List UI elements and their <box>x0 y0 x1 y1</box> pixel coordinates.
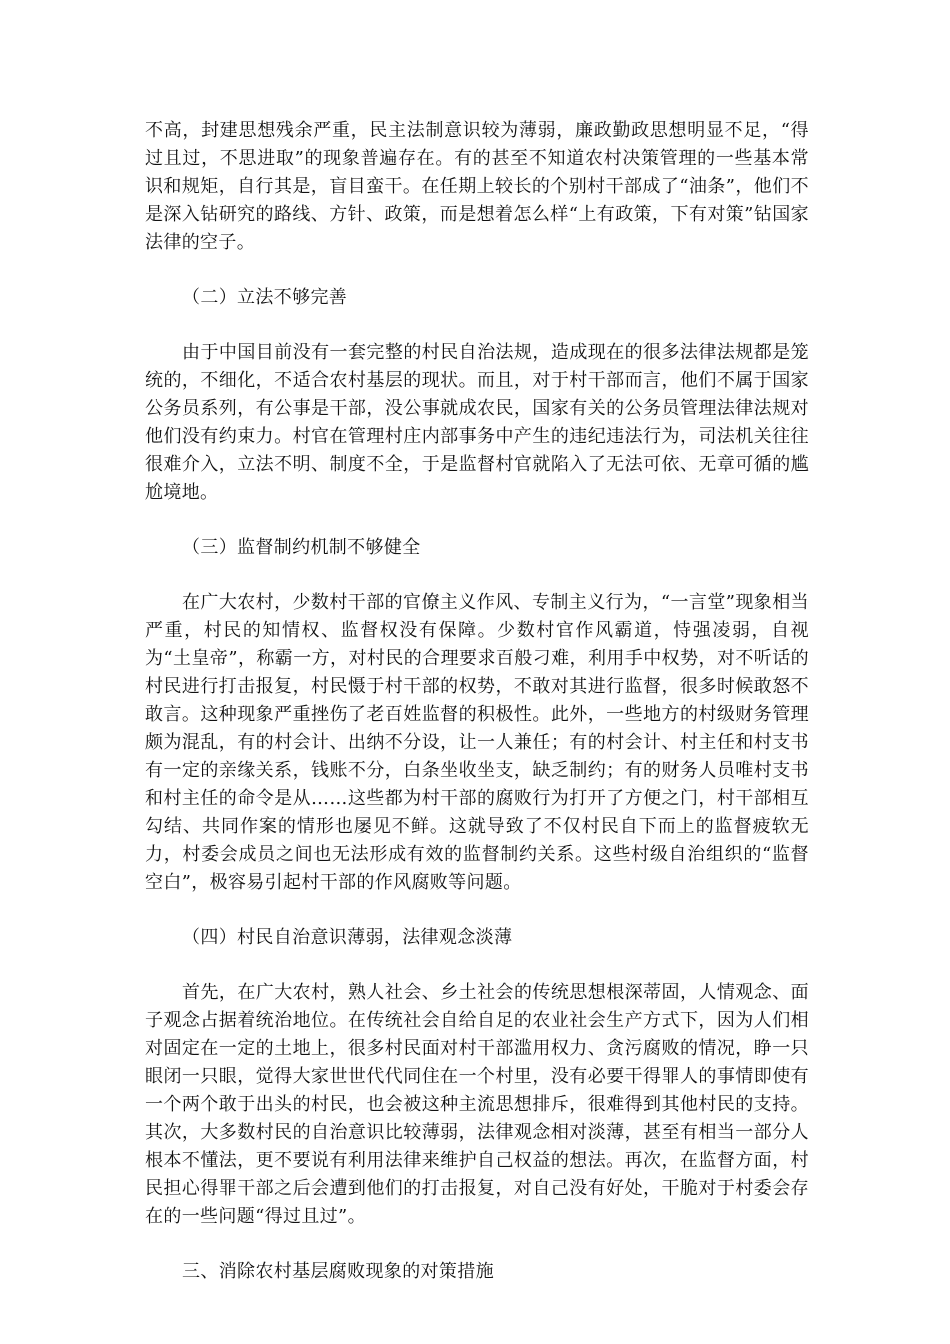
paragraph-gap <box>145 257 809 284</box>
section-heading-4: （四）村民自治意识薄弱，法律观念淡薄 <box>182 927 513 948</box>
paragraph-awareness: 首先，在广大农村，熟人社会、乡土社会的传统思想根深蒂固，人情观念、面子观念占据着统治地位。在传统社会自给自足的农业社会生产方式下，因为人们相对固定在一定的土地上，很多村民面对村干部滥用权力、贪污腐败的情况，睁一只眼闭一只眼，觉得大家世世代代同住在一个村里，没有必要干得罪人的事情即使有一个两个敢于出头的村民，也会被这种主流思想排斥，很难得到其他村民的支持。其次，大多数村民的自治意识比较薄弱，法律观念相对淡薄，甚至有相当一部分人根本不懂法，更不要说有利用法律来维护自己权益的想法。再次，在监督方面，村民担心得罪干部之后会遭到他们的打击报复，对自己没有好处，干脆对于村委会存在的一些问题“得过且过”。 <box>145 982 809 1227</box>
paragraph-gap <box>145 1231 809 1258</box>
paragraph-legislation: 由于中国目前没有一套完整的村民自治法规，造成现在的很多法律法规都是笼统的，不细化，不适合农村基层的现状。而且，对于村干部而言，他们不属于国家公务员系列，有公事是干部，没公事就成农民，国家有关的公务员管理法律法规对他们没有约束力。村官在管理村庄内部事务中产生的违纪违法行为，司法机关往往很难介入，立法不明、制度不全，于是监督村官就陷入了无法可依、无章可循的尴尬境地。 <box>145 342 809 503</box>
document-body <box>145 117 809 1286</box>
paragraph-supervision: 在广大农村，少数村干部的官僚主义作风、专制主义行为，“一言堂”现象相当严重，村民的知情权、监督权没有保障。少数村官作风霸道，恃强凌弱，自视为“土皇帝”，称霸一方，对村民的合理要求百般刁难，利用手中权势，对不听话的村民进行打击报复，村民慑于村干部的权势，不敢对其进行监督，很多时候敢怒不敢言。这种现象严重挫伤了老百姓监督的积极性。此外，一些地方的村级财务管理颇为混乱，有的村会计、出纳不分设，让一人兼任；有的村会计、村主任和村支书有一定的亲缘关系，钱账不分，白条坐收坐支，缺乏制约；有的财务人员唯村支书和村主任的命令是从……这些都为村干部的腐败行为打开了方便之门，村干部相互勾结、共同作案的情形也屡见不鲜。这就导致了不仅村民自下而上的监督疲软无力，村委会成员之间也无法形成有效的监督制约关系。这些村级自治组织的“监督空白”，极容易引起村干部的作风腐败等问题。 <box>145 592 809 893</box>
section-heading-3: （三）监督制约机制不够健全 <box>182 537 421 558</box>
paragraph-gap <box>145 507 809 534</box>
paragraph-gap <box>145 562 809 589</box>
paragraph-continued: 不高，封建思想残余严重，民主法制意识较为薄弱，廉政勤政思想明显不足，“得过且过，不思进取”的现象普遍存在。有的甚至不知道农村决策管理的一些基本常识和规矩，自行其是，盲目蛮干。在任期上较长的个别村干部成了“油条”，他们不是深入钻研究的路线、方针、政策，而是想着怎么样“上有政策，下有对策”钻国家法律的空子。 <box>145 120 809 253</box>
paragraph-gap <box>145 952 809 979</box>
section-heading-three: 三、消除农村基层腐败现象的对策措施 <box>182 1261 494 1282</box>
paragraph-gap <box>145 897 809 924</box>
section-heading-2: （二）立法不够完善 <box>182 287 348 308</box>
paragraph-gap <box>145 312 809 339</box>
